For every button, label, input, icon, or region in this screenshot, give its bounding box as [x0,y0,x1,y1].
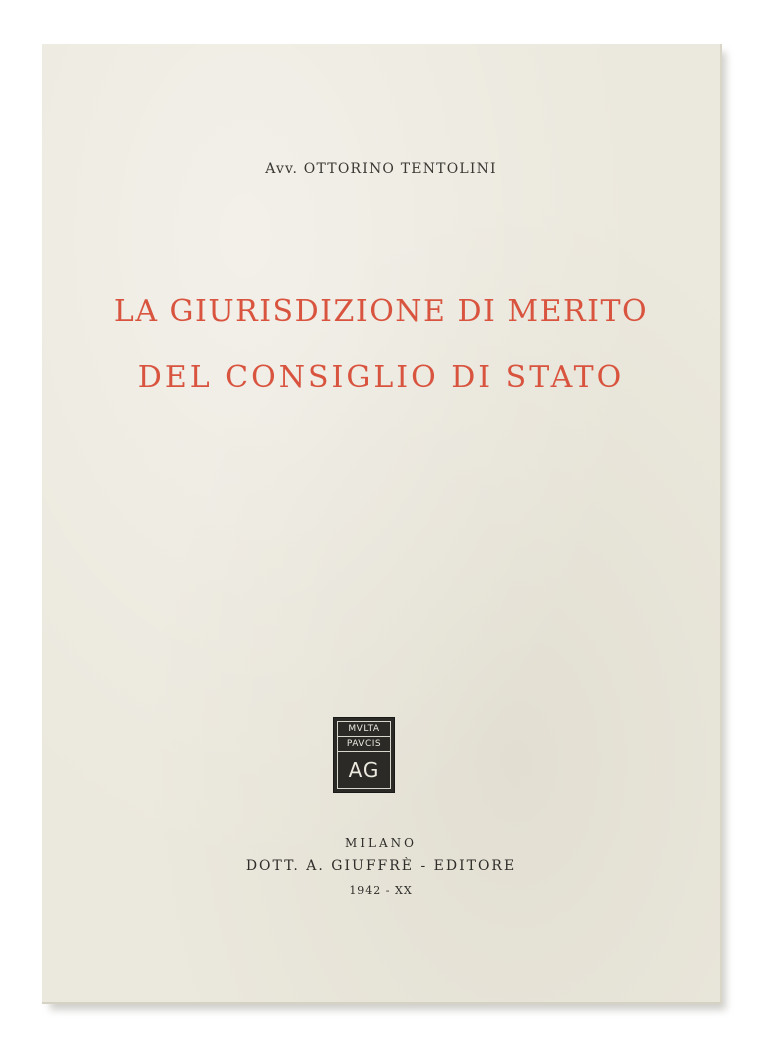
title-line-2: DEL CONSIGLIO DI STATO [137,360,625,395]
publisher-logo [333,717,395,793]
logo-text-paucis: PAVCIS [338,737,390,752]
publisher-logo-frame [337,721,391,789]
logo-text-ag: AG [348,758,380,782]
imprint-city: MILANO [345,836,417,850]
author-name: Avv. OTTORINO TENTOLINI [265,161,497,177]
logo-text-multa: MVLTA [338,722,390,737]
imprint-year: 1942 - XX [349,884,413,897]
imprint-publisher: DOTT. A. GIUFFRÈ - EDITORE [245,858,517,874]
title-line-1: LA GIURISDIZIONE DI MERITO [113,294,649,329]
book-cover [42,44,722,1004]
